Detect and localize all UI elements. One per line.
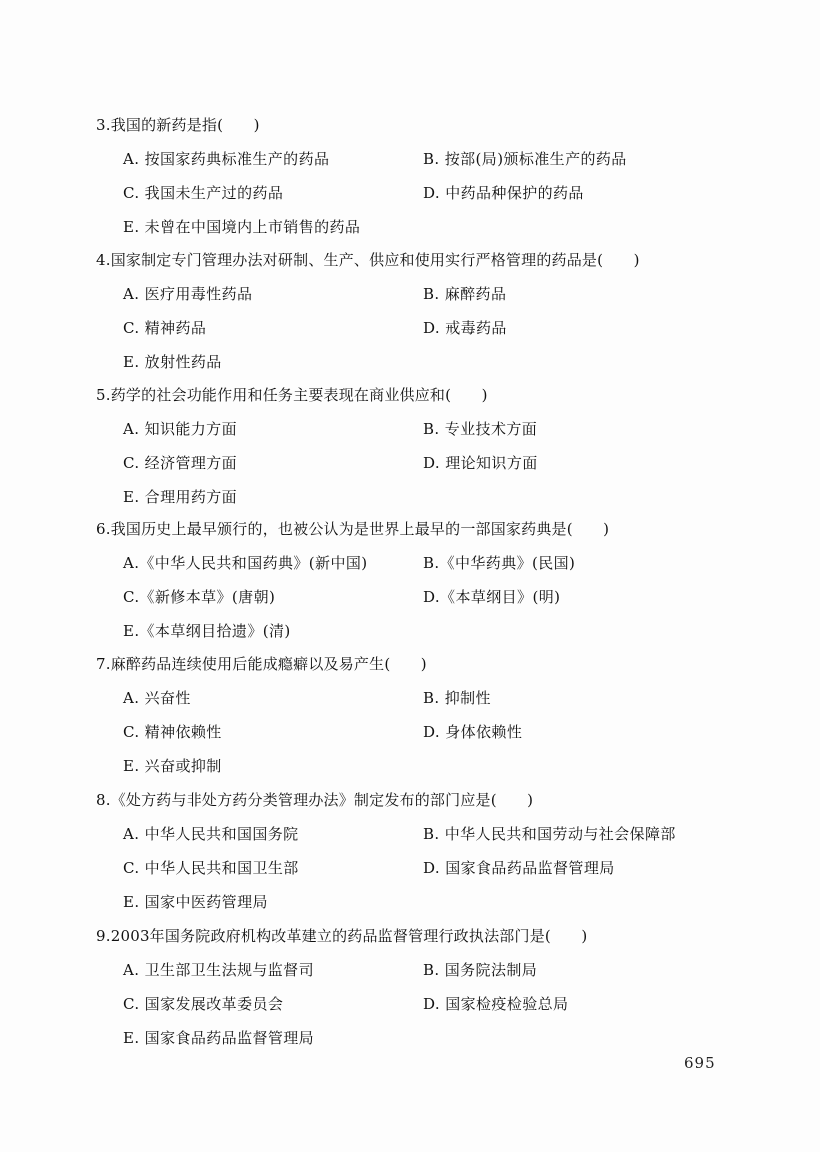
option-a: A. 按国家药典标准生产的药品 xyxy=(123,150,330,168)
question-stem: 3.我国的新药是指( ) xyxy=(96,116,260,134)
option-b: B. 专业技术方面 xyxy=(423,420,538,438)
question-8 xyxy=(96,790,756,926)
option-d: D. 理论知识方面 xyxy=(423,454,538,472)
option-c: C. 国家发展改革委员会 xyxy=(123,995,284,1013)
question-9 xyxy=(96,926,756,1062)
option-c: C. 中华人民共和国卫生部 xyxy=(123,859,299,877)
option-list xyxy=(96,688,756,790)
option-e: E.《本草纲目拾遗》(清) xyxy=(123,622,291,640)
option-b: B. 麻醉药品 xyxy=(423,285,507,303)
option-c: C. 精神药品 xyxy=(123,319,207,337)
option-a: A. 医疗用毒性药品 xyxy=(123,285,253,303)
option-d: D. 中药品种保护的药品 xyxy=(423,184,584,202)
question-6 xyxy=(96,519,756,655)
option-b: B.《中华药典》(民国) xyxy=(423,554,576,572)
option-d: D. 身体依赖性 xyxy=(423,723,523,741)
question-5 xyxy=(96,385,756,521)
page-number: 695 xyxy=(684,1054,716,1072)
option-a: A.《中华人民共和国药典》(新中国) xyxy=(123,554,368,572)
option-a: A. 知识能力方面 xyxy=(123,420,237,438)
question-3 xyxy=(96,115,756,251)
option-e: E. 国家食品药品监督管理局 xyxy=(123,1029,315,1047)
option-d: D.《本草纲目》(明) xyxy=(423,588,561,606)
option-list xyxy=(96,960,756,1062)
option-a: A. 中华人民共和国国务院 xyxy=(123,825,299,843)
question-stem: 7.麻醉药品连续使用后能成瘾癖以及易产生( ) xyxy=(96,655,427,673)
option-c: C. 经济管理方面 xyxy=(123,454,238,472)
question-stem: 4.国家制定专门管理办法对研制、生产、供应和使用实行严格管理的药品是( ) xyxy=(96,251,640,269)
option-list xyxy=(96,553,756,655)
option-e: E. 合理用药方面 xyxy=(123,488,238,506)
option-list xyxy=(96,284,756,386)
option-b: B. 按部(局)颁标准生产的药品 xyxy=(423,150,627,168)
option-list xyxy=(96,419,756,521)
option-list xyxy=(96,824,756,926)
option-b: B. 中华人民共和国劳动与社会保障部 xyxy=(423,825,676,843)
option-b: B. 抑制性 xyxy=(423,689,491,707)
option-e: E. 放射性药品 xyxy=(123,353,222,371)
option-d: D. 戒毒药品 xyxy=(423,319,507,337)
question-4 xyxy=(96,250,756,386)
option-d: D. 国家检疫检验总局 xyxy=(423,995,569,1013)
option-c: C. 我国未生产过的药品 xyxy=(123,184,284,202)
option-e: E. 国家中医药管理局 xyxy=(123,893,268,911)
option-d: D. 国家食品药品监督管理局 xyxy=(423,859,615,877)
question-stem: 9.2003年国务院政府机构改革建立的药品监督管理行政执法部门是( ) xyxy=(96,927,588,945)
question-7 xyxy=(96,654,756,790)
question-stem: 6.我国历史上最早颁行的，也被公认为是世界上最早的一部国家药典是( ) xyxy=(96,520,610,538)
option-b: B. 国务院法制局 xyxy=(423,961,538,979)
option-a: A. 兴奋性 xyxy=(123,689,191,707)
question-stem: 8.《处方药与非处方药分类管理办法》制定发布的部门应是( ) xyxy=(96,791,534,809)
option-e: E. 兴奋或抑制 xyxy=(123,757,222,775)
question-stem: 5.药学的社会功能作用和任务主要表现在商业供应和( ) xyxy=(96,386,488,404)
option-e: E. 未曾在中国境内上市销售的药品 xyxy=(123,218,361,236)
option-a: A. 卫生部卫生法规与监督司 xyxy=(123,961,314,979)
option-c: C. 精神依赖性 xyxy=(123,723,222,741)
option-list xyxy=(96,149,756,251)
option-c: C.《新修本草》(唐朝) xyxy=(123,588,276,606)
